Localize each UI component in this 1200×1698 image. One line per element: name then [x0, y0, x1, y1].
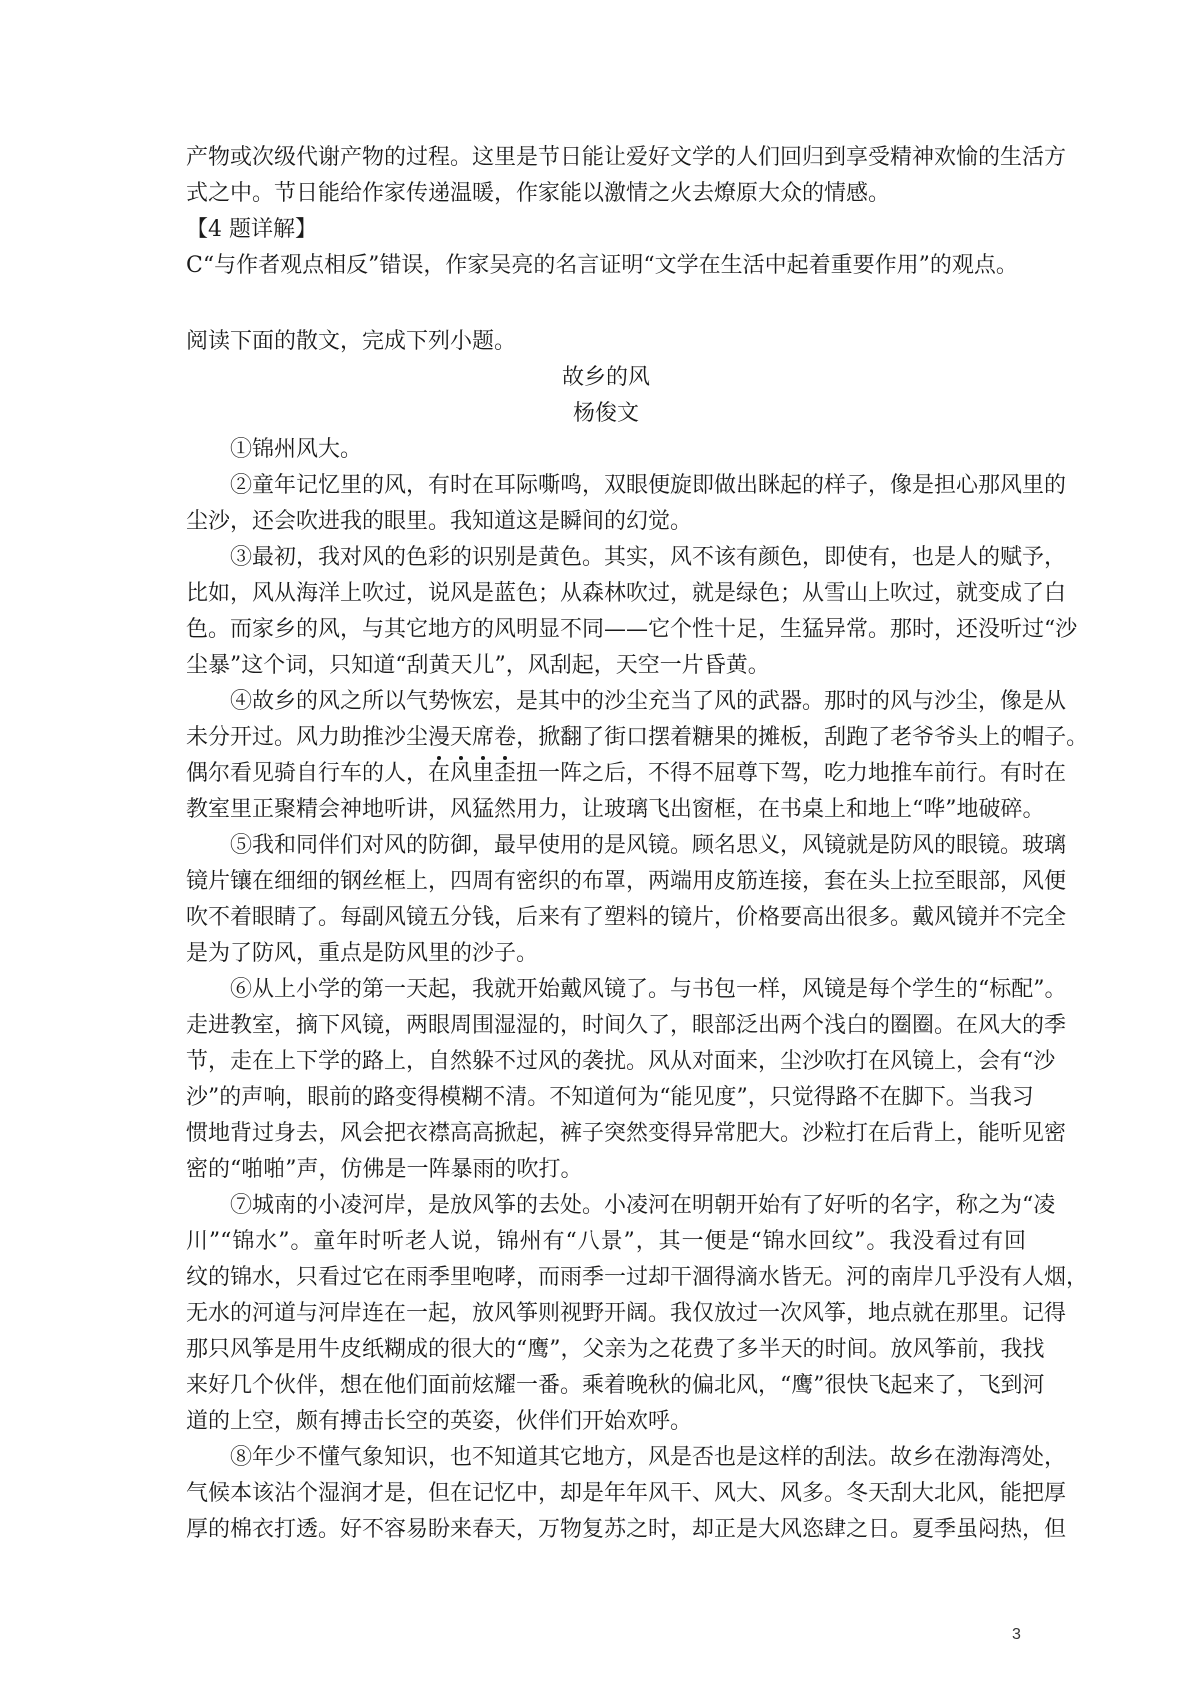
- paragraph-line: ⑤我和同伴们对风的防御，最早使用的是风镜。顾名思义，风镜就是防风的眼镜。玻璃: [230, 833, 1067, 858]
- emphasis-dot-char: 席: [472, 720, 494, 756]
- reading-instruction: 阅读下面的散文，完成下列小题。: [186, 329, 517, 354]
- section-gap: [186, 284, 1026, 324]
- paragraph-line: ⑧年少不懂气象知识，也不知道其它地方，风是否也是这样的刮法。故乡在渤海湾处，: [230, 1445, 1067, 1470]
- paragraph-line: 色。而家乡的风，与其它地方的风明显不同——它个性十足，生猛异常。那时，还没听过“沙: [186, 617, 1078, 642]
- paragraph-line: ④故乡的风之所以气势恢宏，是其中的沙尘充当了风的武器。那时的风与沙尘，像是从: [230, 689, 1067, 714]
- essay-body: [186, 432, 1089, 1548]
- paragraph-line: 未分开过。风力助推沙尘漫天席卷，掀翻了街口摆着糖果的摊板，刮跑了老爷爷头上的帽子。: [186, 720, 1026, 756]
- text-line: 产物或次级代谢产物的过程。这里是节日能让爱好文学的人们回归到享受精神欢愉的生活方: [186, 145, 1067, 170]
- essay-author: 杨俊文: [572, 401, 639, 426]
- paragraph-line: 尘沙，还会吹进我的眼里。我知道这是瞬间的幻觉。: [186, 509, 693, 534]
- paragraph-line: 厚的棉衣打透。好不容易盼来春天，万物复苏之时，却正是大风恣肆之日。夏季虽闷热，但: [186, 1517, 1067, 1542]
- paragraph-line: 无水的河道与河岸连在一起，放风筝则视野开阔。我仅放过一次风筝，地点就在那里。记得: [186, 1301, 1067, 1326]
- paragraph-line: 道的上空，颇有搏击长空的英姿，伙伴们开始欢呼。: [186, 1409, 693, 1434]
- paragraph-line: ②童年记忆里的风，有时在耳际嘶鸣，双眼便旋即做出眯起的样子，像是担心那风里的: [230, 473, 1067, 498]
- paragraph-line: ③最初，我对风的色彩的识别是黄色。其实，风不该有颜色，即使有，也是人的赋予，: [230, 545, 1067, 570]
- paragraph-line: 川”“锦水”。童年时听老人说，锦州有“八景”，其一便是“锦水回纹”。我没看过有回: [186, 1229, 1026, 1254]
- emphasis-dot-char: 漫: [428, 720, 450, 756]
- paragraph-line: ⑦城南的小凌河岸，是放风筝的去处。小凌河在明朝开始有了好听的名字，称之为“凌: [230, 1193, 1056, 1218]
- paragraph-line: 是为了防风，重点是防风里的沙子。: [186, 941, 539, 966]
- paragraph-line: 来好几个伙伴，想在他们面前炫耀一番。乘着晚秋的偏北风，“鹰”很快飞起来了，飞到河: [186, 1373, 1045, 1398]
- paragraph-line: 纹的锦水，只看过它在雨季里咆哮，而雨季一过却干涸得滴水皆无。河的南岸几乎没有人烟，: [186, 1265, 1089, 1290]
- page-number: 3: [1012, 1626, 1021, 1643]
- emphasis-dot-char: 卷: [494, 720, 516, 756]
- paragraph-line: 沙”的声响，眼前的路变得模糊不清。不知道何为“能见度”，只觉得路不在脚下。当我习: [186, 1085, 1034, 1110]
- paragraph-line: 走进教室，摘下风镜，两眼周围湿湿的，时间久了，眼部泛出两个浅白的圈圈。在风大的季: [186, 1013, 1067, 1038]
- emphasis-dot-char: 天: [450, 720, 472, 756]
- paragraph-line: 气候本该沾个湿润才是，但在记忆中，却是年年风干、风大、风多。冬天刮大北风，能把厚: [186, 1481, 1067, 1506]
- text-line: 式之中。节日能给作家传递温暖，作家能以激情之火去燎原大众的情感。: [186, 181, 891, 206]
- text-line: 【4 题详解】: [186, 217, 317, 242]
- paragraph-line: 吹不着眼睛了。每副风镜五分钱，后来有了塑料的镜片，价格要高出很多。戴风镜并不完全: [186, 905, 1067, 930]
- paragraph-line: 密的“啪啪”声，仿佛是一阵暴雨的吹打。: [186, 1157, 583, 1182]
- answer-explanation-block: [186, 140, 1067, 284]
- essay-title: 故乡的风: [561, 365, 650, 390]
- document-page: [186, 140, 1089, 1548]
- paragraph-line: 惯地背过身去，风会把衣襟高高掀起，裤子突然变得异常肥大。沙粒打在后背上，能听见密: [186, 1121, 1067, 1146]
- paragraph-line: 比如，风从海洋上吹过，说风是蓝色；从森林吹过，就是绿色；从雪山上吹过，就变成了白: [186, 581, 1067, 606]
- paragraph-line: 镜片镶在细细的钢丝框上，四周有密织的布罩，两端用皮筋连接，套在头上拉至眼部，风便: [186, 869, 1067, 894]
- paragraph-line: 节，走在上下学的路上，自然躲不过风的袭扰。风从对面来，尘沙吹打在风镜上，会有“沙: [186, 1049, 1056, 1074]
- paragraph-line: 教室里正聚精会神地听讲，风猛然用力，让玻璃飞出窗框，在书桌上和地上“哗”地破碎。: [186, 797, 1045, 822]
- paragraph-line: 那只风筝是用牛皮纸糊成的很大的“鹰”，父亲为之花费了多半天的时间。放风筝前，我找: [186, 1337, 1045, 1362]
- paragraph-line: 偶尔看见骑自行车的人，在风里歪扭一阵之后，不得不屈尊下驾，吃力地推车前行。有时在: [186, 761, 1067, 786]
- paragraph-line: ⑥从上小学的第一天起，我就开始戴风镜了。与书包一样，风镜是每个学生的“标配”。: [230, 977, 1067, 1002]
- paragraph-line: ①锦州风大。: [230, 437, 363, 462]
- text-line: C“与作者观点相反”错误，作家吴亮的名言证明“文学在生活中起着重要作用”的观点。: [186, 253, 1018, 278]
- paragraph-line: 尘暴”这个词，只知道“刮黄天儿”，风刮起，天空一片昏黄。: [186, 653, 770, 678]
